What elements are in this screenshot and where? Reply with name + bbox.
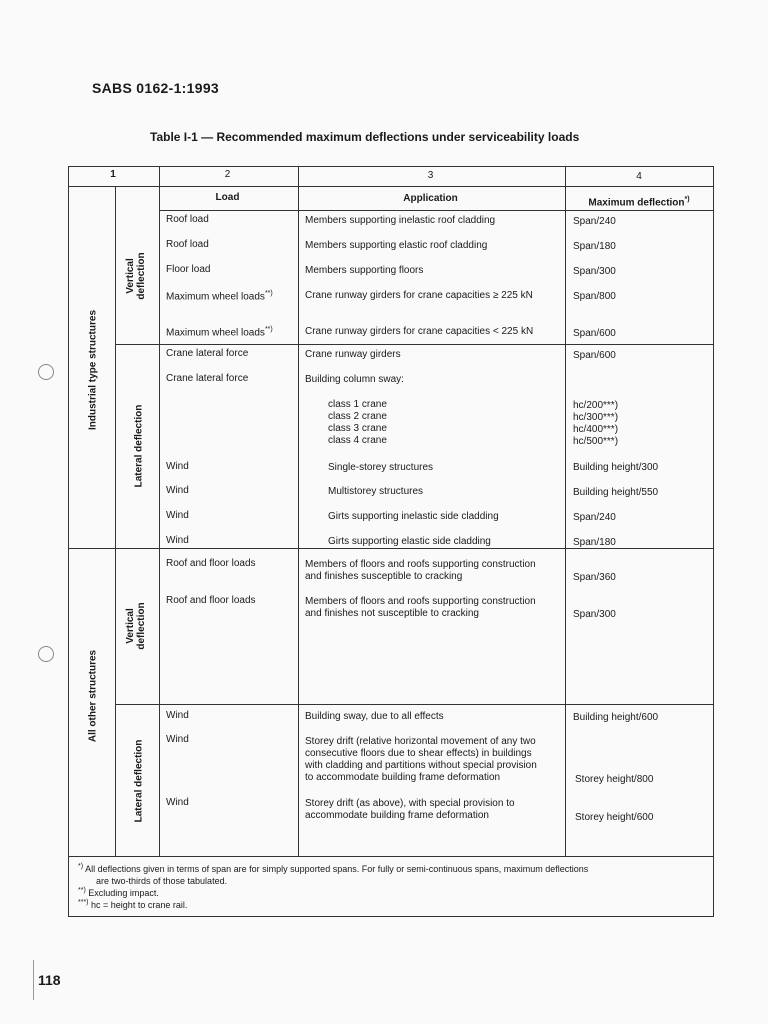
- max-deflection-cell: Building height/550: [573, 487, 659, 498]
- max-deflection-cell: Building height/600: [573, 712, 659, 723]
- header-application: Application: [403, 193, 458, 204]
- max-deflection-cell: Storey height/600: [575, 812, 654, 823]
- load-cell: Crane lateral force: [166, 373, 249, 384]
- max-deflection-cell: Span/600: [573, 350, 616, 361]
- max-deflection-cell: Span/300: [573, 609, 616, 620]
- application-cell: Single-storey structures: [328, 462, 434, 473]
- max-deflection-cell: hc/300***): [573, 412, 619, 423]
- load-cell: Wind: [166, 461, 189, 472]
- max-deflection-cell: Storey height/800: [575, 774, 654, 785]
- application-cell: Members of floors and roofs supporting construction and finishes susceptible to cracking: [305, 559, 536, 582]
- sub-lateral-deflection: Lateral deflection: [133, 739, 145, 823]
- max-deflection-cell: Span/360: [573, 572, 616, 583]
- application-cell: Multistorey structures: [328, 486, 424, 497]
- max-deflection-cell: hc/200***): [573, 400, 619, 411]
- margin-rule: [33, 960, 34, 1000]
- application-cell: Girts supporting inelastic side cladding: [328, 511, 499, 522]
- load-cell: Roof load: [166, 239, 209, 250]
- application-cell: Crane runway girders for crane capacities ≥ 225 kN: [305, 290, 533, 301]
- load-cell: Wind: [166, 734, 189, 745]
- load-cell: Wind: [166, 535, 189, 546]
- load-cell: Roof and floor loads: [166, 558, 256, 569]
- column-number: 2: [224, 169, 231, 180]
- column-number: 4: [636, 171, 642, 182]
- max-deflection-cell: Span/180: [573, 241, 616, 252]
- header-load: Load: [215, 192, 240, 203]
- max-deflection-cell: Building height/300: [573, 462, 659, 473]
- group-all-other: All other structures: [87, 649, 99, 743]
- footnote: *) All deflections given in terms of span are for simply supported spans. For fully or semi-continuous spans, maximum deflections: [78, 863, 589, 874]
- sub-vertical-deflection: Vertical deflection: [125, 602, 147, 650]
- load-cell: Wind: [166, 510, 189, 521]
- max-deflection-cell: Span/240: [573, 216, 616, 227]
- load-cell: Maximum wheel loads**): [166, 290, 273, 303]
- document-id: SABS 0162-1:1993: [92, 80, 219, 96]
- application-cell: class 3 crane: [328, 423, 387, 434]
- max-deflection-cell: Span/800: [573, 291, 616, 302]
- footnote: **) Excluding impact.: [78, 887, 159, 898]
- max-deflection-cell: Span/180: [573, 537, 616, 548]
- sub-lateral-deflection: Lateral deflection: [133, 404, 145, 488]
- sub-vertical-deflection: Vertical deflection: [125, 252, 147, 300]
- load-cell: Wind: [166, 710, 189, 721]
- binder-hole: [38, 646, 54, 662]
- application-cell: class 4 crane: [328, 435, 387, 446]
- application-cell: class 1 crane: [328, 399, 387, 410]
- max-deflection-cell: Span/600: [573, 328, 616, 339]
- load-cell: Wind: [166, 797, 189, 808]
- application-cell: Girts supporting elastic side cladding: [328, 536, 491, 547]
- group-industrial: Industrial type structures: [87, 309, 99, 431]
- load-cell: Roof load: [166, 214, 209, 225]
- load-cell: Maximum wheel loads**): [166, 326, 273, 339]
- footnote: ***) hc = height to crane rail.: [78, 899, 188, 910]
- application-cell: Storey drift (relative horizontal movement of any two consecutive floors due to shear effects) in buildings with cladding and partitions without special provision to accommodate building frame deformation: [305, 736, 537, 783]
- application-cell: Building column sway:: [305, 374, 404, 385]
- header-max-deflection: Maximum deflection*): [588, 196, 690, 209]
- binder-hole: [38, 364, 54, 380]
- application-cell: Building sway, due to all effects: [305, 711, 444, 722]
- column-number: 1: [110, 169, 116, 180]
- load-cell: Floor load: [166, 264, 211, 275]
- application-cell: Members supporting floors: [305, 265, 424, 276]
- application-cell: Storey drift (as above), with special provision to accommodate building frame deformation: [305, 798, 515, 821]
- max-deflection-cell: Span/240: [573, 512, 616, 523]
- application-cell: class 2 crane: [328, 411, 387, 422]
- application-cell: Members supporting inelastic roof cladding: [305, 215, 496, 226]
- column-number: 3: [427, 170, 434, 181]
- max-deflection-cell: Span/300: [573, 266, 616, 277]
- load-cell: Crane lateral force: [166, 348, 249, 359]
- application-cell: Members supporting elastic roof cladding: [305, 240, 488, 251]
- page-number: 118: [38, 972, 61, 988]
- table-title: Table I-1 — Recommended maximum deflections under serviceability loads: [150, 130, 580, 144]
- footnote: are two-thirds of those tabulated.: [96, 876, 228, 886]
- application-cell: Crane runway girders: [305, 349, 401, 360]
- max-deflection-cell: hc/400***): [573, 424, 619, 435]
- load-cell: Roof and floor loads: [166, 595, 256, 606]
- application-cell: Crane runway girders for crane capacities < 225 kN: [305, 326, 534, 337]
- load-cell: Wind: [166, 485, 189, 496]
- max-deflection-cell: hc/500***): [573, 436, 619, 447]
- application-cell: Members of floors and roofs supporting construction and finishes not susceptible to cracking: [305, 596, 536, 619]
